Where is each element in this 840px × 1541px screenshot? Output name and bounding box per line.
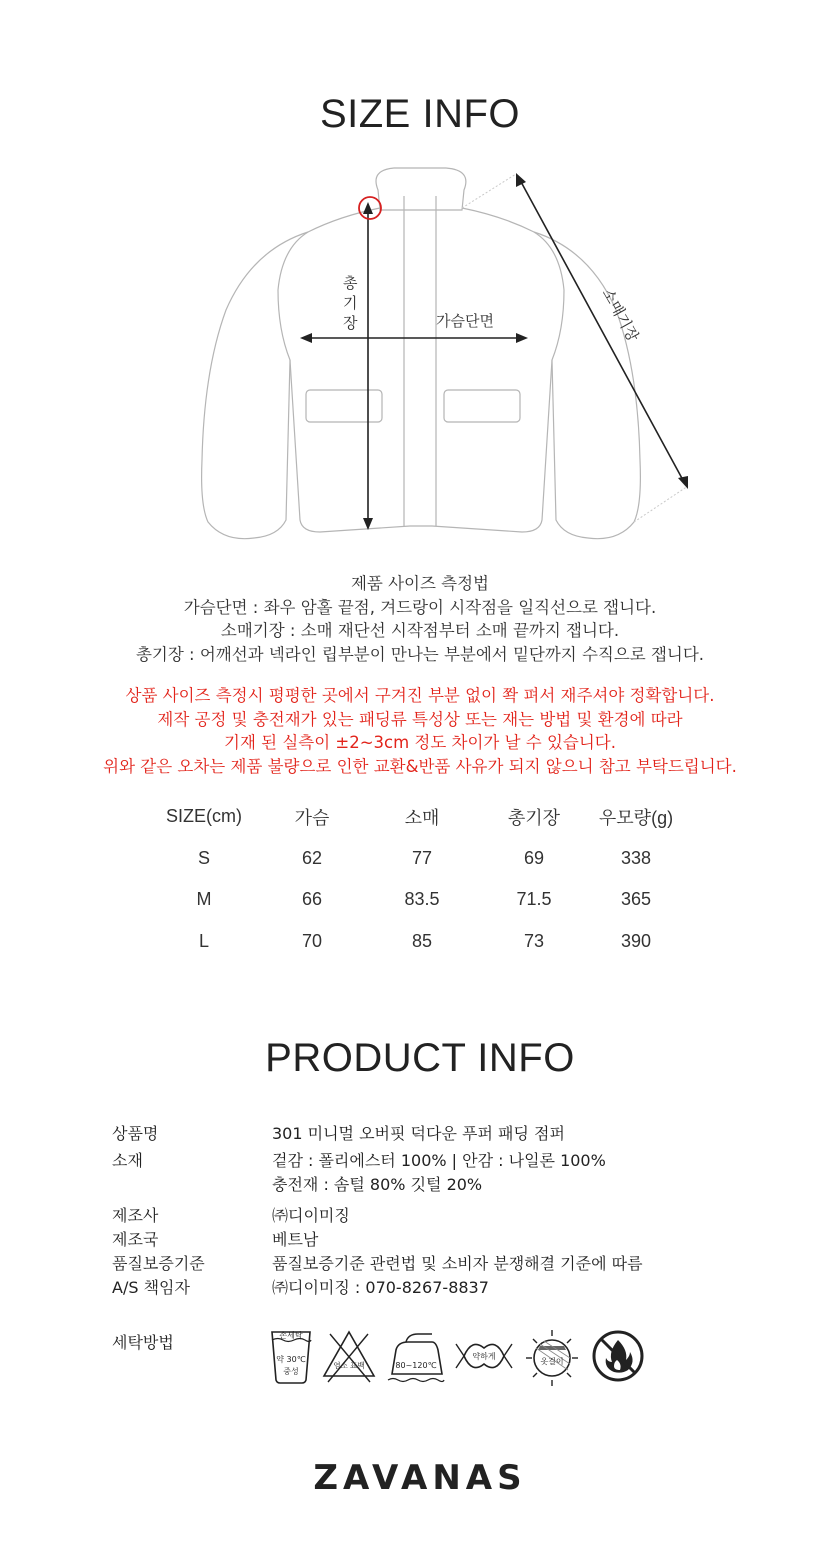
- total-length-arrow: [359, 197, 381, 530]
- size-info-title: SIZE INFO: [319, 92, 521, 136]
- info-label: 제조국: [112, 1230, 159, 1249]
- product-name: 301 미니멀 오버핏 덕다운 푸퍼 패딩 점퍼: [272, 1124, 565, 1143]
- table-cell: 66: [301, 889, 323, 910]
- as-value: ㈜디이미징 : 070-8267-8837: [272, 1278, 489, 1297]
- info-label: A/S 책임자: [112, 1278, 190, 1297]
- table-cell: 85: [411, 930, 433, 951]
- measurement-method: [0, 572, 840, 666]
- header-cell: 총기장: [507, 807, 561, 828]
- svg-text:중성: 중성: [283, 1367, 299, 1376]
- info-row-country: [112, 1228, 752, 1252]
- header-cell: 가슴: [294, 807, 330, 828]
- table-cell: 69: [523, 847, 545, 868]
- material-value: [272, 1149, 752, 1197]
- info-label: 품질보증기준: [112, 1254, 205, 1273]
- table-cell: 73: [523, 930, 545, 951]
- info-label: 제조사: [112, 1206, 159, 1225]
- size-table-header: [150, 796, 690, 838]
- brand-logo: ZAVANAS: [313, 1458, 527, 1498]
- wring-gently-icon: [452, 1326, 516, 1386]
- table-cell: 62: [301, 847, 323, 868]
- svg-text:옷걸이: 옷걸이: [540, 1357, 564, 1366]
- material-line: 겉감 : 폴리에스터 100% | 안감 : 나일론 100%: [272, 1151, 606, 1170]
- table-cell: 70: [301, 930, 323, 951]
- info-row-as: [112, 1276, 752, 1300]
- header-cell: SIZE(cm): [166, 806, 242, 827]
- care-icons: [268, 1326, 648, 1386]
- care-label: 세탁방법: [112, 1333, 174, 1352]
- product-info-table: [112, 1122, 752, 1300]
- info-row-maker: [112, 1204, 752, 1228]
- chest-label: 가슴단면: [436, 312, 494, 330]
- svg-text:염소 표백: 염소 표백: [333, 1361, 365, 1370]
- table-row: [150, 921, 690, 963]
- table-cell: L: [198, 930, 209, 951]
- chest-arrow: [300, 333, 528, 343]
- size-table: [150, 796, 690, 962]
- header-cell: 소매: [404, 807, 440, 828]
- product-info-title: PRODUCT INFO: [265, 1036, 575, 1080]
- table-cell: 83.5: [404, 889, 440, 910]
- method-line: 총기장 : 어깨선과 넥라인 립부분이 만나는 부분에서 밑단까지 수직으로 잽니다.: [135, 644, 705, 664]
- maker-value: ㈜디이미징: [272, 1206, 350, 1225]
- jacket-outline: [202, 168, 641, 539]
- method-line: 제품 사이즈 측정법: [350, 574, 489, 593]
- material-line: 충전재 : 솜털 80% 깃털 20%: [272, 1175, 483, 1194]
- warranty-value: 품질보증기준 관련법 및 소비자 분쟁해결 기준에 따름: [272, 1254, 643, 1273]
- notice-line: 기재 된 실측이 ±2~3cm 정도 차이가 날 수 있습니다.: [224, 733, 616, 752]
- table-cell: 338: [620, 847, 652, 868]
- svg-text:손세탁: 손세탁: [279, 1331, 303, 1340]
- method-line: 소매기장 : 소매 재단선 시작점부터 소매 끝까지 잽니다.: [220, 621, 620, 640]
- table-cell: 390: [620, 930, 652, 951]
- no-fire-icon: [588, 1326, 648, 1386]
- hang-dry-icon: [522, 1326, 582, 1386]
- notice-line: 위와 같은 오차는 제품 불량으로 인한 교환&반품 사유가 되지 않으니 참고 부탁드립니다.: [103, 756, 737, 776]
- table-cell: 365: [620, 889, 652, 910]
- table-cell: S: [197, 847, 210, 868]
- method-line: 가슴단면 : 좌우 암홀 끝점, 겨드랑이 시작점을 일직선으로 잽니다.: [183, 597, 657, 617]
- info-row-warranty: [112, 1252, 752, 1276]
- measurement-notice: [0, 684, 840, 778]
- jacket-measurement-diagram: [190, 160, 710, 560]
- svg-text:80~120℃: 80~120℃: [395, 1361, 437, 1370]
- sleeve-guide-top: [462, 174, 516, 208]
- table-row: [150, 879, 690, 921]
- svg-text:약하게: 약하게: [472, 1352, 496, 1361]
- sleeve-label: 소매기장: [598, 285, 643, 345]
- header-cell: 우모량(g): [598, 807, 674, 828]
- info-label: 소재: [112, 1151, 143, 1170]
- info-row-material: [112, 1149, 752, 1197]
- svg-text:약 30℃: 약 30℃: [276, 1355, 306, 1364]
- table-row: [150, 838, 690, 880]
- sleeve-guide-bottom: [634, 486, 688, 522]
- hand-wash-icon: [268, 1326, 314, 1386]
- table-cell: 71.5: [516, 889, 552, 910]
- info-row-name: [112, 1122, 752, 1146]
- sleeve-arrow: [516, 173, 688, 489]
- iron-icon: [384, 1326, 446, 1386]
- notice-line: 제작 공정 및 충전재가 있는 패딩류 특성상 또는 재는 방법 및 환경에 따라: [157, 709, 683, 729]
- table-cell: 77: [411, 847, 433, 868]
- info-label: 상품명: [112, 1124, 159, 1143]
- total-length-label: 총 기 장: [343, 274, 358, 332]
- no-bleach-icon: [320, 1326, 378, 1386]
- country-value: 베트남: [272, 1230, 319, 1249]
- notice-line: 상품 사이즈 측정시 평평한 곳에서 구겨진 부분 없이 쫙 펴서 재주셔야 정확합니다.: [125, 686, 715, 705]
- table-cell: M: [196, 889, 212, 910]
